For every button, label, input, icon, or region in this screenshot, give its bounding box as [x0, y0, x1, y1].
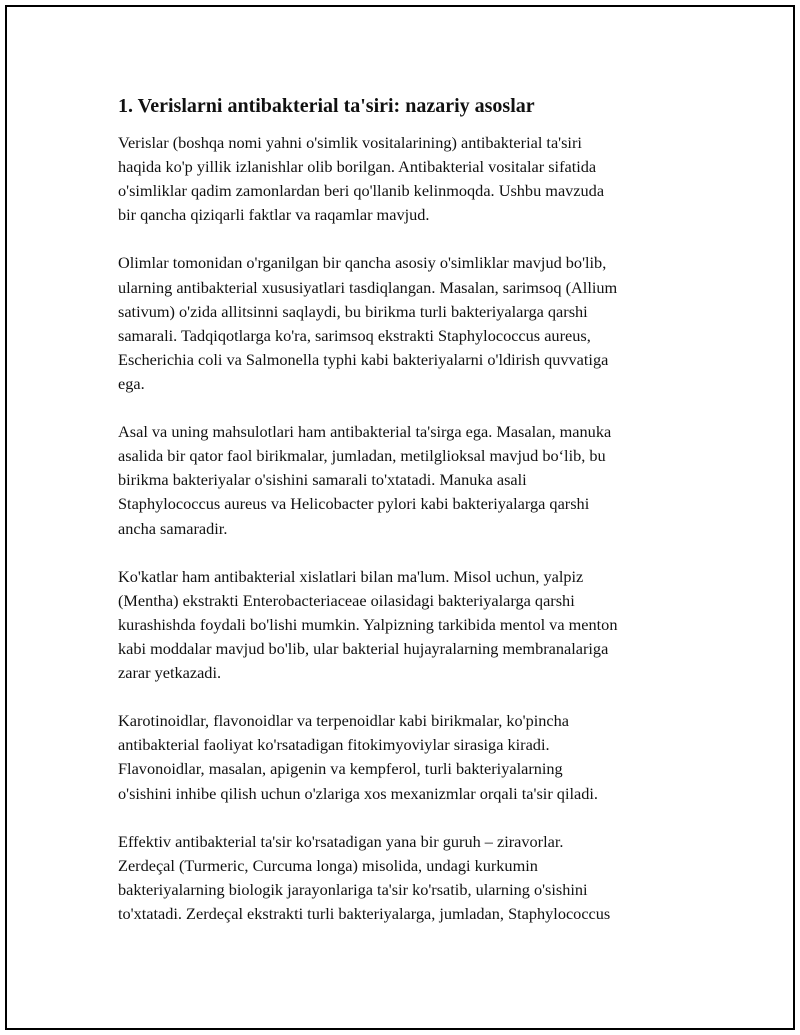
paragraph-spices: Effektiv antibakterial ta'sir ko'rsatadigan yana bir guruh – ziravorlar. Zerdeçal (Turmeric, Curcuma longa) misolida, undagi kurkumin bakteriyalarning biologik jarayonlariga ta'sir ko'rsatib, ularning o'sishini to'xtatadi. Zerdeçal ekstrakti turli bakteriyalarga, jumladan, Staphylococcus: [118, 831, 611, 923]
paragraph-flavonoids: Karotinoidlar, flavonoidlar va terpenoidlar kabi birikmalar, ko'pincha antibakterial faoliyat ko'rsatadigan fitokimyoviylar sirasiga kiradi. Flavonoidlar, masalan, apigenin va kempferol, turli bakteriyalarning o'sishini inhibe qilish uchun o'zlariga xos mexanizmlar orqali ta'sir qiladi.: [118, 711, 598, 803]
paragraph-herbs: Ko'katlar ham antibakterial xislatlari bilan ma'lum. Misol uchun, yalpiz (Mentha) ekstrakti Enterobacteriaceae oilasidagi bakteriyalarga qarshi kurashishda foydali bo'lishi mumkin. Yalpizning tarkibida mentol va menton kabi moddalar mavjud bo'lib, ular bakterial hujayralarning membranalariga zarar yetkazadi.: [118, 566, 618, 683]
paragraph-honey: Asal va uning mahsulotlari ham antibakterial ta'sirga ega. Masalan, manuka asalida bir qator faol birikmalar, jumladan, metilglioksal mavjud bo‘lib, bu birikma bakteriyalar o'sishini samarali to'xtatadi. Manuka asali Staphylococcus aureus va Helicobacter pylori kabi bakteriyalarga qarshi ancha samaradir.: [118, 422, 612, 538]
paragraph-intro: Verislar (boshqa nomi yahni o'simlik vositalarining) antibakterial ta'siri haqida ko'p yillik izlanishlar olib borilgan. Antibakterial vositalar sifatida o'simliklar qadim zamonlardan beri qo'llanib kelinmoqda. Ushbu mavzuda bir qancha qiziqarli faktlar va raqamlar mavjud.: [118, 133, 605, 225]
document-body: [118, 94, 688, 950]
section-heading: 1. Verislarni antibakterial ta'siri: nazariy asoslar: [118, 95, 535, 117]
paragraph-garlic: Olimlar tomonidan o'rganilgan bir qancha asosiy o'simliklar mavjud bo'lib, ularning antibakterial xususiyatlari tasdiqlangan. Masalan, sarimsoq (Allium sativum) o'zida allitsinni saqlaydi, bu birikma turli bakteriyalarga qarshi samarali. Tadqiqotlarga ko'ra, sarimsoq ekstrakti Staphylococcus aureus, Escherichia coli va Salmonella typhi kabi bakteriyalarni o'ldirish quvvatiga ega.: [118, 253, 618, 393]
